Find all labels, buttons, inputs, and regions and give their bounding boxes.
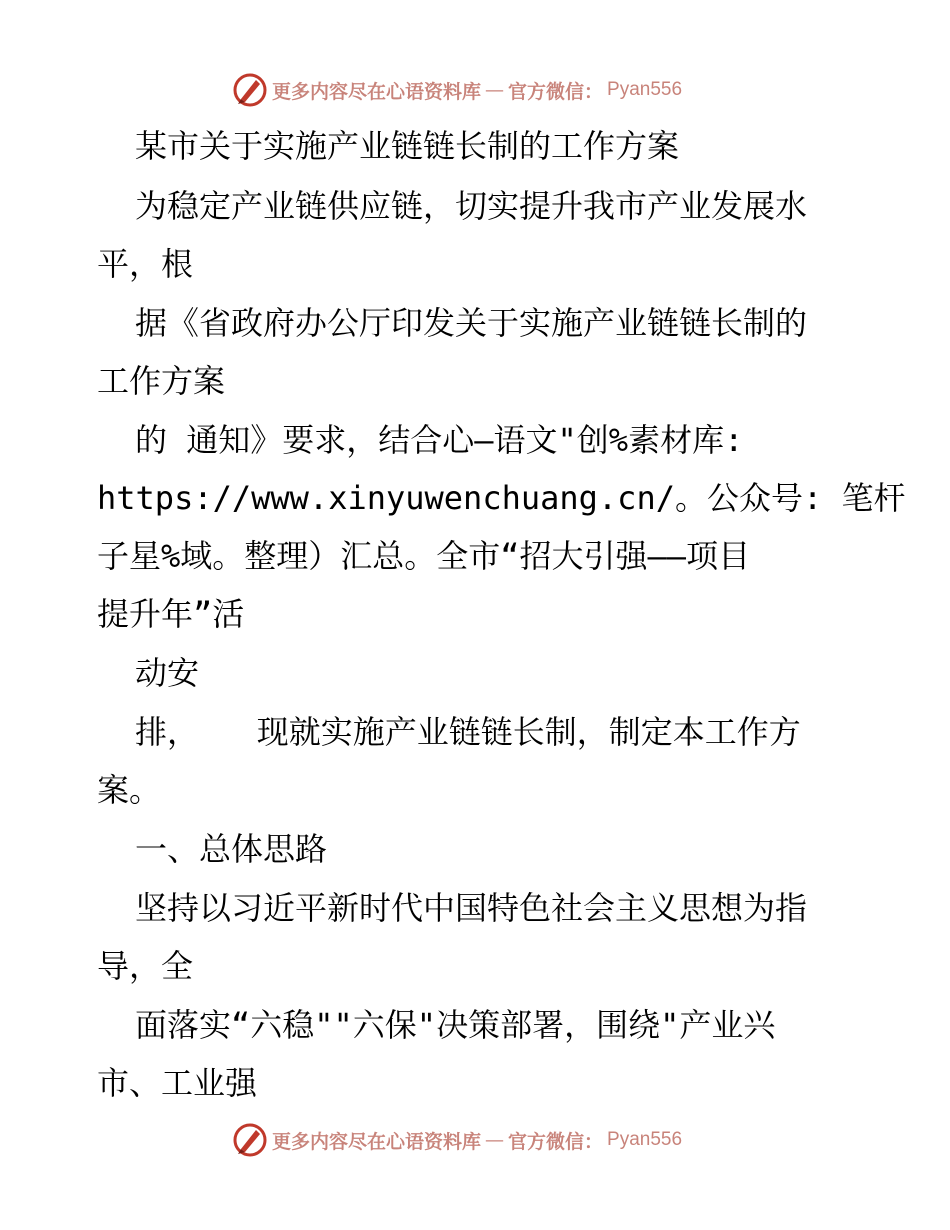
paragraph-line: 市、工业强 — [97, 1064, 258, 1102]
footer-watermark — [232, 1120, 682, 1160]
quill-logo-icon — [232, 72, 268, 108]
paragraph-line: 动安 — [135, 654, 200, 692]
watermark-wechat-id: Pyan556 — [607, 1129, 683, 1150]
section-heading: 一、总体思路 — [135, 830, 328, 868]
paragraph-line: https://www.xinyuwenchuang.cn/。公众号: 笔杆 — [97, 479, 906, 517]
paragraph-line: 面落实“六稳""六保"决策部署，围绕"产业兴 — [135, 1006, 776, 1044]
paragraph-line: 子星%域。整理）汇总。全市“招大引强——项目 — [97, 537, 751, 575]
paragraph-line: 的 通知》要求，结合心—语文"创%素材库: — [135, 421, 744, 459]
paragraph-line: 排， 现就实施产业链链长制，制定本工作方 — [135, 713, 801, 751]
document-title: 某市关于实施产业链链长制的工作方案 — [135, 127, 680, 165]
paragraph-line: 工作方案 — [97, 362, 226, 400]
watermark-separator: — — [485, 1129, 505, 1151]
paragraph-line: 据《省政府办公厅印发关于实施产业链链长制的 — [135, 304, 808, 342]
watermark-separator: — — [485, 79, 505, 101]
watermark-text: 更多内容尽在心语资料库 — [272, 1130, 482, 1153]
paragraph-line: 提升年”活 — [97, 595, 245, 633]
paragraph-line: 案。 — [97, 771, 162, 809]
watermark-wechat-label: 官方微信： — [508, 80, 604, 103]
watermark-wechat-label: 官方微信： — [508, 1130, 604, 1153]
paragraph-line: 坚持以习近平新时代中国特色社会主义思想为指 — [135, 889, 808, 927]
paragraph-line: 平，根 — [97, 245, 194, 283]
quill-logo-icon — [232, 1122, 268, 1158]
paragraph-line: 为稳定产业链供应链，切实提升我市产业发展水 — [135, 187, 808, 225]
header-watermark — [232, 70, 682, 110]
watermark-wechat-id: Pyan556 — [607, 79, 683, 100]
watermark-text: 更多内容尽在心语资料库 — [272, 80, 482, 103]
paragraph-line: 导，全 — [97, 947, 194, 985]
